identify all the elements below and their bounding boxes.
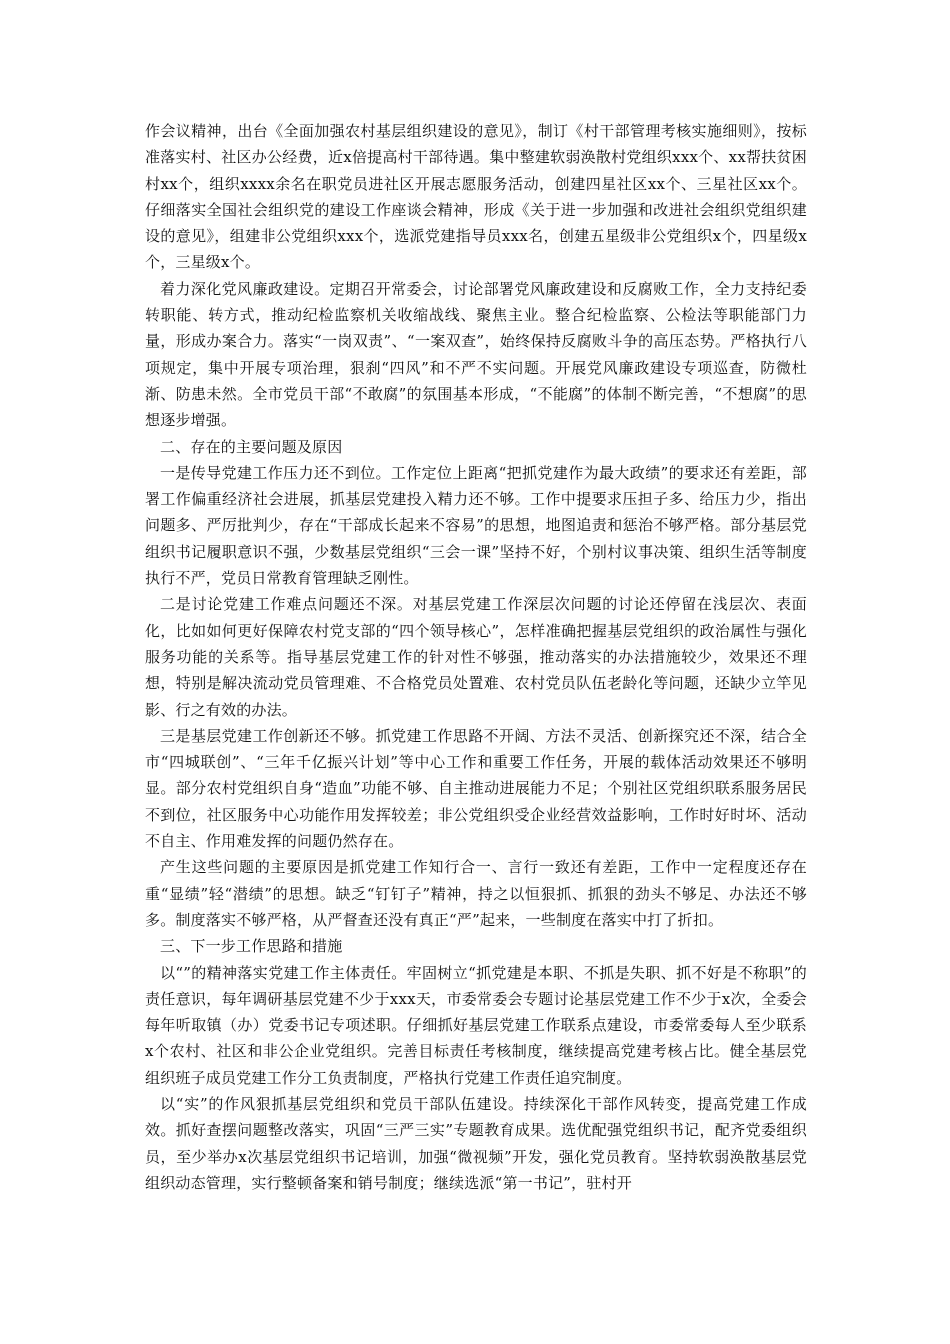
paragraph-problem-2: 二是讨论党建工作难点问题还不深。对基层党建工作深层次问题的讨论还停留在浅层次、表面化，比如如何更好保障农村党支部的“四个领导核心”，怎样准确把握基层党组织的政治属性与强化服务功能的关系等。指导基层党建工作的针对性不够强，推动落实的办法措施较少，效果还不理想，特别是解决流动党员管理难、不合格党员处置难、农村党员队伍老龄化等问题，还缺少立竿见影、行之有效的办法。 <box>145 595 807 719</box>
paragraph-causes: 产生这些问题的主要原因是抓党建工作知行合一、言行一致还有差距，工作中一定程度还存在重“显绩”轻“潜绩”的思想。缺乏“钉钉子”精神，持之以恒狠抓、抓狠的劲头不够足、办法还不够多。制度落实不够严格，从严督查还没有真正“严”起来，一些制度在落实中打了折扣。 <box>145 858 807 929</box>
paragraph-party-conduct: 着力深化党风廉政建设。定期召开常委会，讨论部署党风廉政建设和反腐败工作，全力支持纪委转职能、转方式，推动纪检监察机关收缩战线、聚焦主业。整合纪检监察、公检法等职能部门力量，形成办案合力。落实“一岗双责”、“一案双查”，始终保持反腐败斗争的高压态势。严格执行八项规定，集中开展专项治理，狠刹“四风”和不严不实问题。开展党风廉政建设专项巡查，防微杜渐、防患未然。全市党员干部“不敢腐”的氛围基本形成，“不能腐”的体制不断完善，“不想腐”的思想逐步增强。 <box>145 279 807 430</box>
paragraph-measure-2: 以“实”的作风狠抓基层党组织和党员干部队伍建设。持续深化干部作风转变，提高党建工作成效。抓好查摆问题整改落实，巩固“三严三实”专题教育成果。选优配强党组织书记，配齐党委组织员，至少举办x次基层党组织书记培训，加强“微视频”开发，强化党员教育。坚持软弱涣散基层党组织动态管理，实行整顿备案和销号制度；继续选派“第一书记”，驻村开 <box>145 1094 807 1192</box>
paragraph-problem-1: 一是传导党建工作压力还不到位。工作定位上距离“把抓党建作为最大政绩”的要求还有差距，部署工作偏重经济社会进展，抓基层党建投入精力还不够。工作中提要求压担子多、给压力少，指出问题多、严厉批判少，存在“干部成长起来不容易”的思想，地图追责和惩治不够严格。部分基层党组织书记履职意识不强，少数基层党组织“三会一课”坚持不好，个别村议事决策、组织生活等制度执行不严，党员日常教育管理缺乏刚性。 <box>145 463 807 588</box>
document-body <box>145 118 807 1196</box>
section-heading-next-steps: 三、下一步工作思路和措施 <box>160 937 343 956</box>
paragraph-continuation: 作会议精神，出台《全面加强农村基层组织建设的意见》，制订《村干部管理考核实施细则》，按标准落实村、社区办公经费，近x倍提高村干部待遇。集中整建软弱涣散村党组织xxx个、xx帮扶贫困村xx个，组织xxxx余名在职党员进社区开展志愿服务活动，创建四星社区xx个、三星社区xx个。仔细落实全国社会组织党的建设工作座谈会精神，形成《关于进一步加强和改进社会组织党组织建设的意见》，组建非公党组织xxx个，选派党建指导员xxx名，创建五星级非公党组织x个，四星级x个，三星级x个。 <box>145 122 807 272</box>
paragraph-problem-3: 三是基层党建工作创新还不够。抓党建工作思路不开阔、方法不灵活、创新探究还不深，结合全市“四城联创”、“三年千亿振兴计划”等中心工作和重要工作任务，开展的载体活动效果还不够明显。部分农村党组织自身“造血”功能不够、自主推动进展能力不足；个别社区党组织联系服务居民不到位，社区服务中心功能作用发挥较差；非公党组织受企业经营效益影响，工作时好时坏、活动不自主、作用难发挥的问题仍然存在。 <box>145 726 807 851</box>
section-heading-problems: 二、存在的主要问题及原因 <box>160 437 343 456</box>
paragraph-measure-1: 以“”的精神落实党建工作主体责任。牢固树立“抓党建是本职、不抓是失职、抓不好是不称职”的责任意识，每年调研基层党建不少于xxx天，市委常委会专题讨论基层党建工作不少于x次，全委会每年听取镇（办）党委书记专项述职。仔细抓好基层党建工作联系点建设，市委常委每人至少联系x个农村、社区和非公企业党组织。完善目标责任考核制度，继续提高党建考核占比。健全基层党组织班子成员党建工作分工负责制度，严格执行党建工作责任追究制度。 <box>145 963 807 1087</box>
